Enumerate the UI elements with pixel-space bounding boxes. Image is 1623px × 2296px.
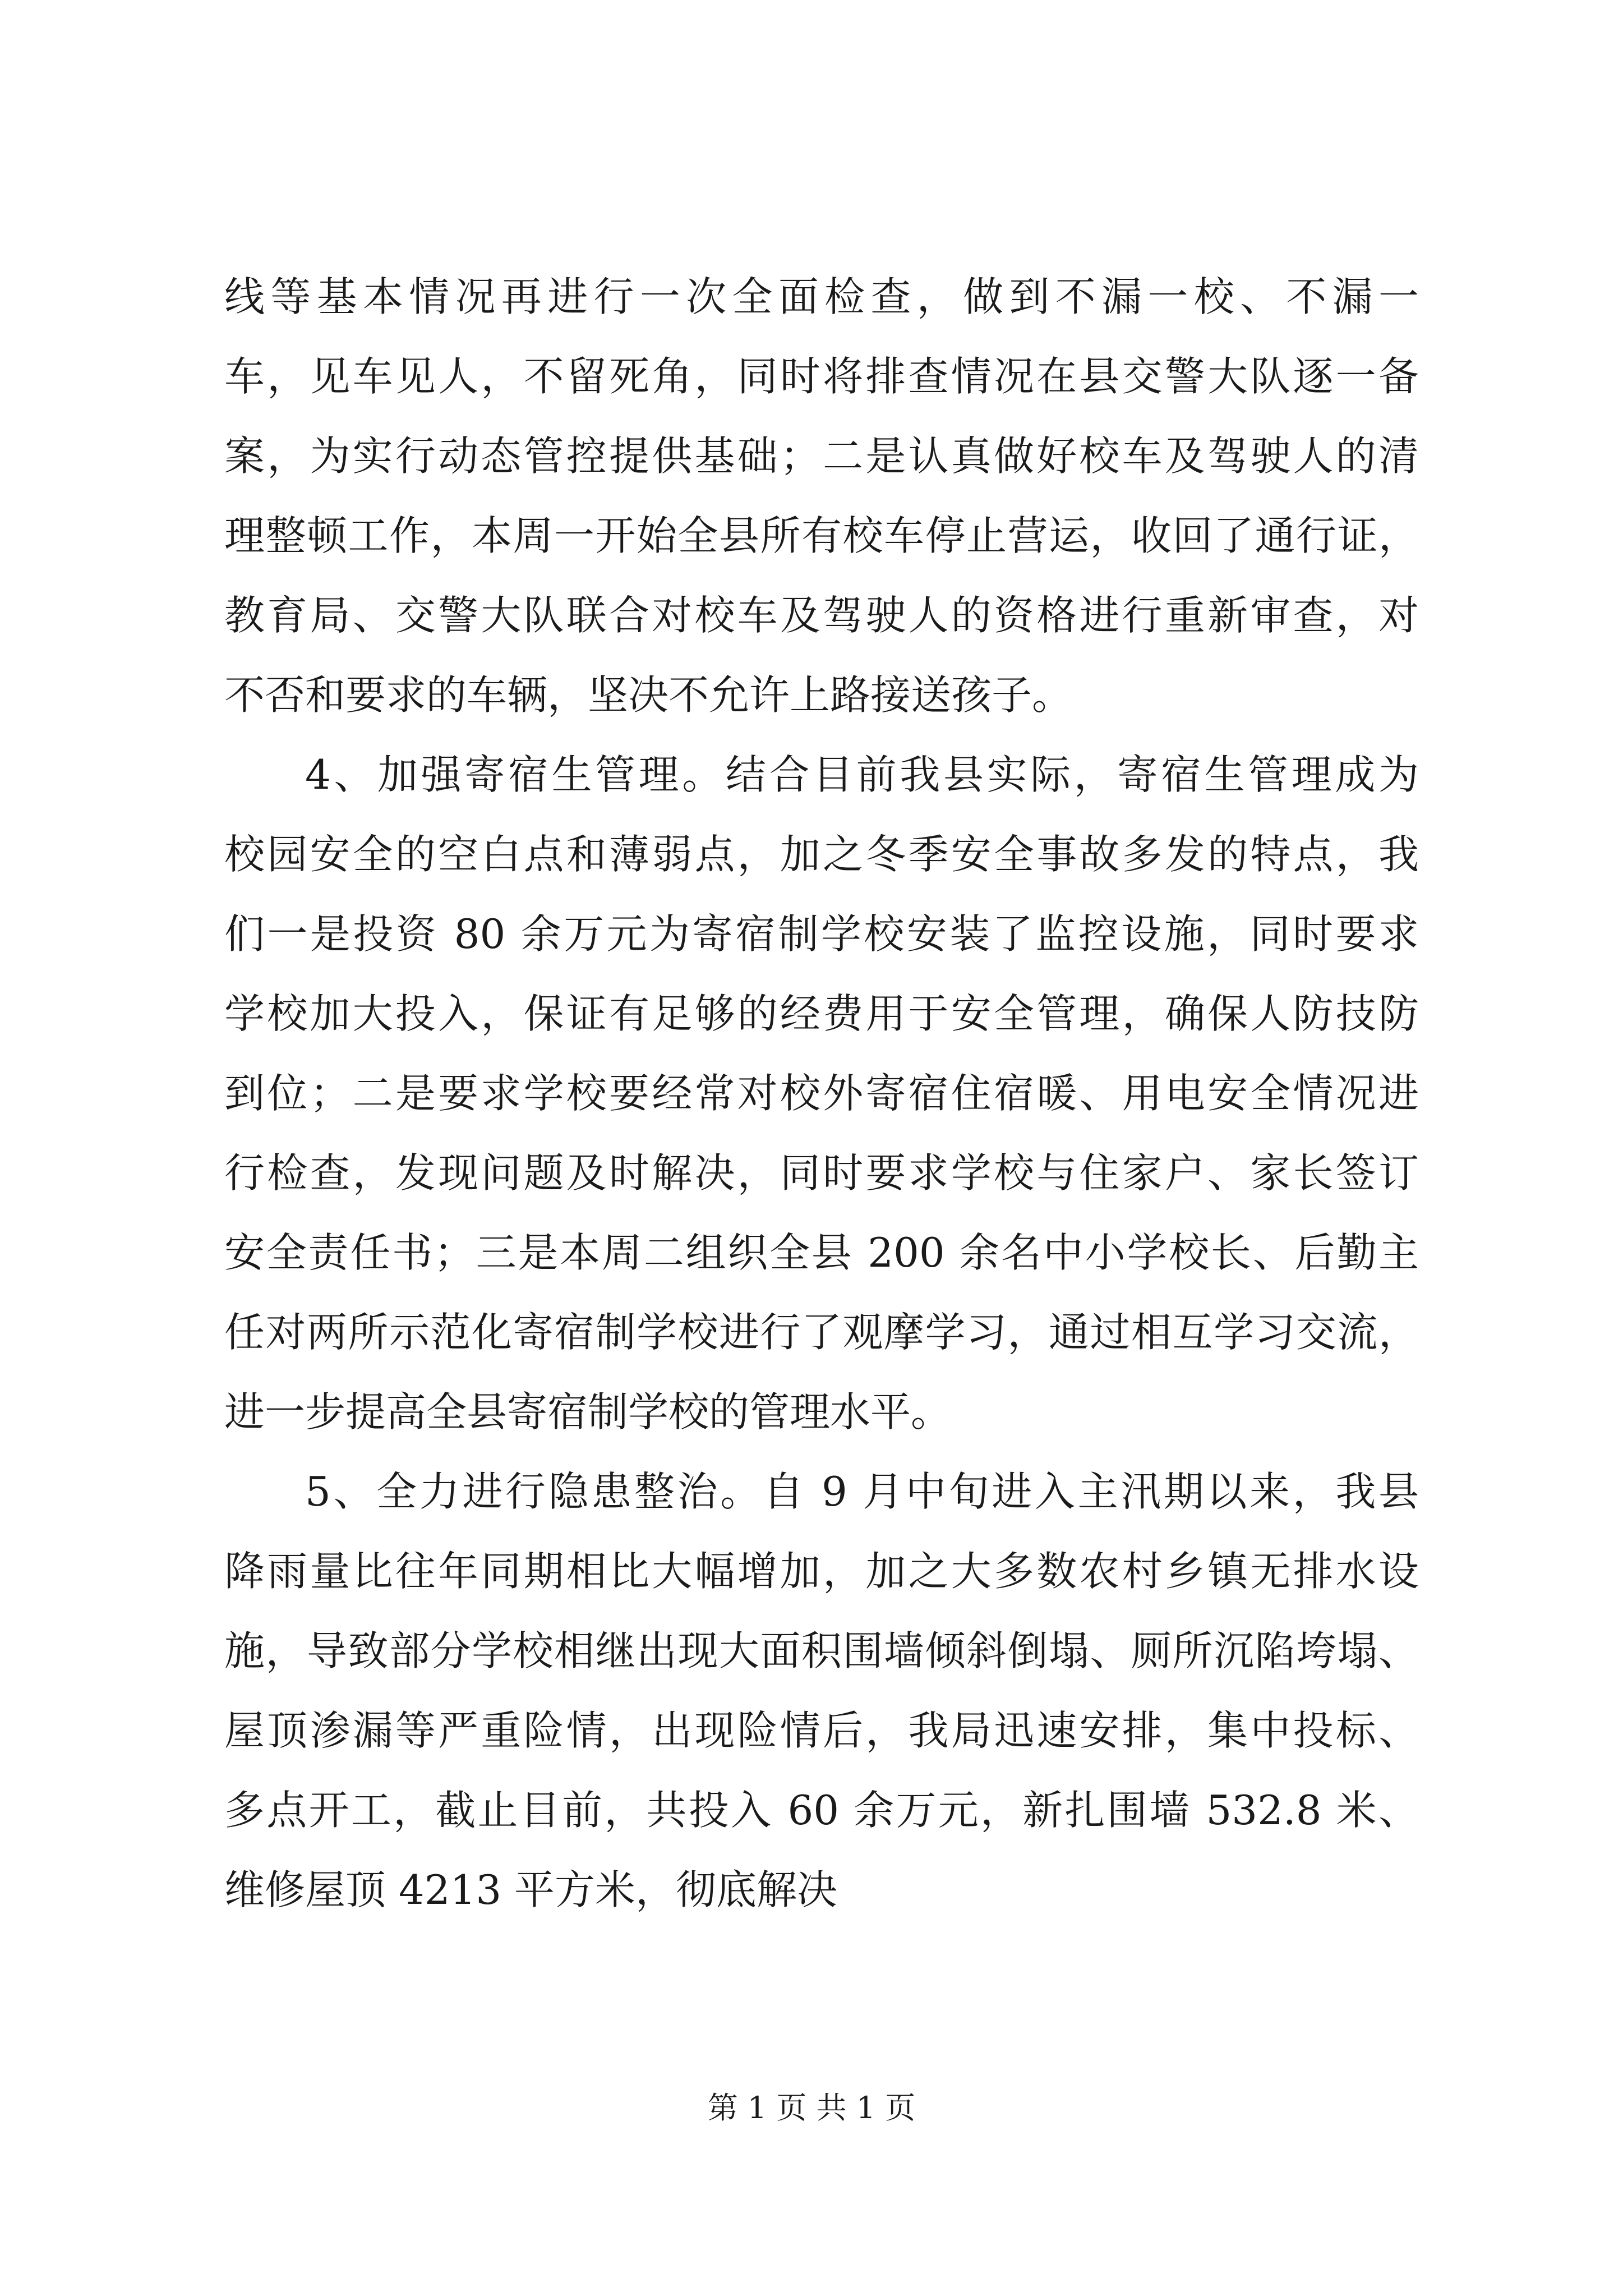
text-line: 不否和要求的车辆，坚决不允许上路接送孩子。 <box>224 671 1073 719</box>
text-line: 进一步提高全县寄宿制学校的管理水平。 <box>224 1388 952 1435</box>
text-line: 案，为实行动态管控提供基础；二是认真做好校车及驾驶人的清 <box>224 432 1419 480</box>
text-line: 到位；二是要求学校要经常对校外寄宿住宿暖、用电安全情况进 <box>224 1070 1419 1117</box>
text-line: 安全责任书；三是本周二组织全县 200 余名中小学校长、后勤主 <box>224 1229 1419 1276</box>
text-line: 校园安全的空白点和薄弱点，加之冬季安全事故多发的特点，我 <box>224 831 1419 878</box>
text-line: 线等基本情况再进行一次全面检查，做到不漏一校、不漏一 <box>224 273 1419 320</box>
text-line: 车，见车见人，不留死角，同时将排查情况在县交警大队逐一备 <box>224 353 1419 400</box>
page-footer: 第 1 页 共 1 页 <box>707 2090 916 2125</box>
text-line: 维修屋顶 4213 平方米，彻底解决 <box>224 1866 838 1913</box>
text-line: 们一是投资 80 余万元为寄宿制学校安装了监控设施，同时要求 <box>224 910 1419 958</box>
text-line: 施，导致部分学校相继出现大面积围墙倾斜倒塌、厕所沉陷垮塌、 <box>224 1627 1419 1674</box>
paragraph-4-first-line: 4、加强寄宿生管理。结合目前我县实际，寄宿生管理成为 <box>305 751 1419 798</box>
text-line: 学校加大投入，保证有足够的经费用于安全管理，确保人防技防 <box>224 990 1419 1037</box>
body-text <box>224 257 1419 1930</box>
text-line: 屋顶渗漏等严重险情，出现险情后，我局迅速安排，集中投标、 <box>224 1707 1419 1754</box>
text-line: 教育局、交警大队联合对校车及驾驶人的资格进行重新审查，对 <box>224 592 1419 639</box>
text-line: 任对两所示范化寄宿制学校进行了观摩学习，通过相互学习交流， <box>224 1309 1419 1356</box>
text-line: 降雨量比往年同期相比大幅增加，加之大多数农村乡镇无排水设 <box>224 1548 1419 1595</box>
text-line: 多点开工，截止目前，共投入 60 余万元，新扎围墙 532.8 米、 <box>224 1787 1419 1834</box>
paragraph-5-first-line: 5、全力进行隐患整治。自 9 月中旬进入主汛期以来，我县 <box>305 1468 1419 1515</box>
text-line: 行检查，发现问题及时解决，同时要求学校与住家户、家长签订 <box>224 1149 1419 1197</box>
text-line: 理整顿工作，本周一开始全县所有校车停止营运，收回了通行证， <box>224 512 1419 559</box>
